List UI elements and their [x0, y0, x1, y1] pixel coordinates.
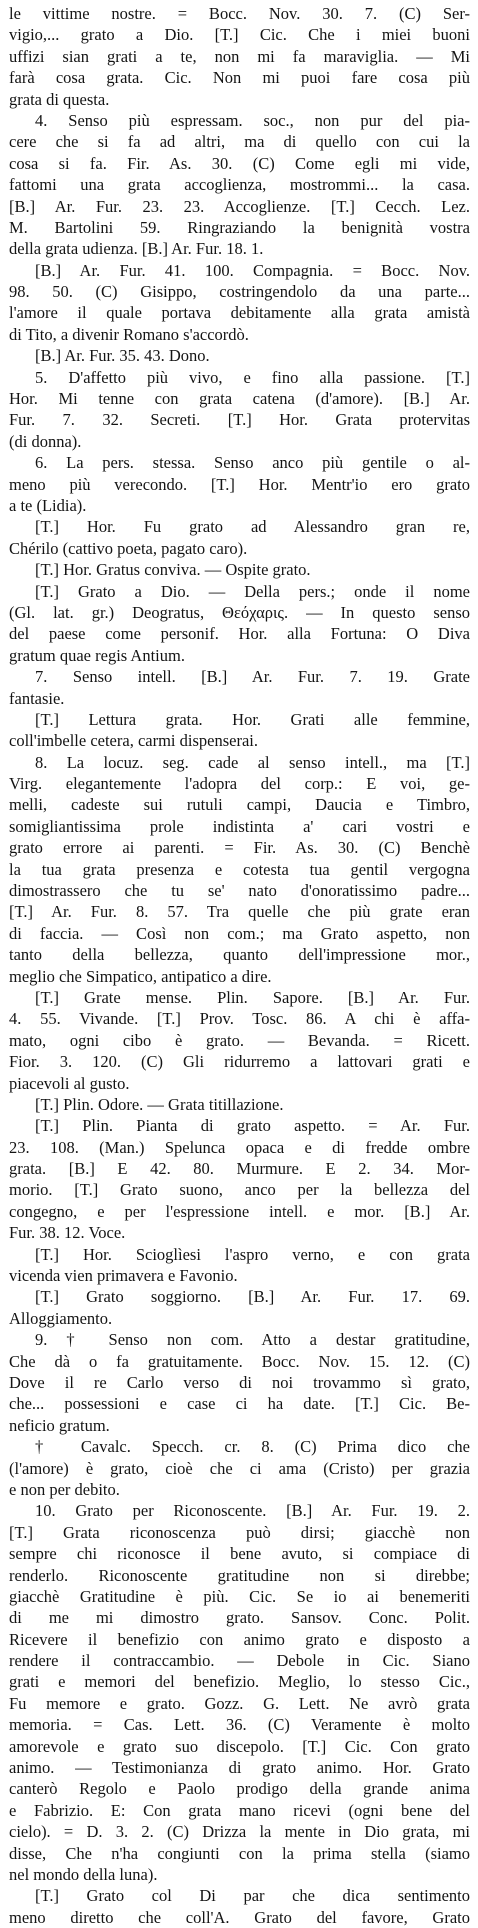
text-line: Che dà o fa gratuitamente. Bocc. Nov. 15. 12. (C) — [9, 1351, 470, 1371]
text-line: fantasie. — [9, 688, 65, 708]
text-line: [T.] Ar. Fur. 8. 57. Tra quelle che più grate eran — [9, 902, 470, 922]
text-line: grati e memori del benefizio. Meglio, lo stesso Cic., — [9, 1672, 470, 1692]
text-line: [T.] Hor. Fu grato ad Alessandro gran re, — [35, 517, 470, 537]
text-line: [T.] Grato col Di par che dica sentimento — [35, 1886, 470, 1906]
text-line: (di donna). — [9, 431, 82, 451]
text-line: [T.] Grata riconoscenza può dirsi; giacchè non — [9, 1522, 470, 1542]
text-line: 10. Grato per Riconoscente. [B.] Ar. Fur. 19. 2. — [35, 1501, 470, 1521]
text-line: mato, ogni cibo è grato. — Bevanda. = Ricett. — [9, 1030, 470, 1050]
text-line: tanto della bellezza, quanto dell'impressione mor., — [9, 945, 470, 965]
text-line: † Cavalc. Specch. cr. 8. (C) Prima dico che — [35, 1437, 470, 1457]
text-line: a te (Lidia). — [9, 495, 87, 515]
text-line: 98. 50. (C) Gisippo, costringendolo da una parte... — [9, 282, 470, 302]
text-line: Fior. 3. 120. (C) Gli ridurremo a lattovari grati e — [9, 1052, 470, 1072]
text-line: 6. La pers. stessa. Senso anco più gentile o al- — [35, 453, 470, 473]
text-line: canterò Regolo e Paolo prodigo della grande anima — [9, 1779, 470, 1799]
text-line: [B.] Ar. Fur. 41. 100. Compagnia. = Bocc. Nov. — [35, 260, 470, 280]
text-line: memoria. = Cas. Lett. 36. (C) Veramente è molto — [9, 1715, 470, 1735]
text-line: Dove il re Carlo verso di noi trovammo sì grato, — [9, 1373, 470, 1392]
text-line: Virg. elegantemente l'adopra del corp.: E voi, ge- — [9, 774, 470, 794]
text-line: piacevoli al gusto. — [9, 1073, 130, 1093]
text-line: cere che si fa ad altri, ma di quello con cui la — [9, 132, 470, 152]
text-line: che... possessioni e case ci ha date. [T.] Cic. Be- — [9, 1394, 470, 1414]
text-line: 4. Senso più espressam. soc., non pur del pia- — [35, 110, 470, 130]
text-line: [T.] Hor. Gratus conviva. — Ospite grato. — [35, 560, 311, 580]
text-line: Chérilo (cattivo poeta, pagato caro). — [9, 538, 248, 558]
text-line: renderlo. Riconoscente gratitudine non si direbbe; — [9, 1565, 470, 1585]
text-line: dimostrassero che tu se' nato d'onoratissimo padre... — [9, 881, 470, 901]
text-line: uffizi sian grati a te, non mi fa maraviglia. — Mi — [9, 46, 470, 66]
text-line: congegno, e per l'espressione intell. e mor. [B.] Ar. — [9, 1201, 470, 1221]
text-line: morio. [T.] Grato suono, anco per la bellezza del — [9, 1180, 470, 1200]
text-line: meno più verecondo. [T.] Hor. Mentr'io ero grato — [9, 474, 470, 494]
text-line: (Gl. lat. gr.) Deogratus, Θεόχαρις. — In questo senso — [9, 602, 470, 622]
text-line: 4. 55. Vivande. [T.] Prov. Tosc. 86. A chi è affa- — [9, 1009, 470, 1029]
text-line: le vittime nostre. = Bocc. Nov. 30. 7. (C) Ser- — [9, 4, 470, 23]
text-line: meno diretto che coll'A. Grato del favore, Grato — [9, 1907, 470, 1927]
text-line: rendere il contraccambio. — Debole in Cic. Siano — [9, 1651, 470, 1671]
text-line: gratum quae regis Antium. — [9, 645, 185, 665]
text-line: farà cosa grata. Cic. Non mi puoi fare cosa più — [9, 68, 470, 88]
text-line: 9. † Senso non com. Atto a destar gratitudine, — [35, 1330, 470, 1350]
text-line: grato errore ai parenti. = Fir. As. 30. (C) Benchè — [9, 838, 470, 858]
text-line: coll'imbelle cetera, carmi dispenserai. — [9, 731, 258, 751]
text-line: somigliantissima prole indistinta a' cari vostri e — [9, 816, 470, 836]
text-line: M. Bartolini 59. Ringraziando la benignità vostra — [9, 217, 470, 237]
text-line: vigio,... grato a Dio. [T.] Cic. Che i miei buoni — [9, 25, 470, 45]
text-line: Fu memore e grato. Gozz. G. Lett. Ne avrò grata — [9, 1693, 470, 1713]
text-line: della grata udienza. [B.] Ar. Fur. 18. 1. — [9, 239, 264, 259]
text-line: melli, cadeste sui rutuli campi, Daucia e Timbro, — [9, 795, 470, 815]
text-line: meglio che Simpatico, antipatico a dire. — [9, 966, 272, 986]
text-line: [B.] Ar. Fur. 23. 23. Accoglienze. [T.] Cecch. Lez. — [9, 196, 470, 216]
text-line: l'amore il quale portava debitamente alla grata amistà — [9, 303, 470, 323]
text-line: di faccia. — Così non com.; ma Grato aspetto, non — [9, 923, 470, 943]
text-line: Fur. 7. 32. Secreti. [T.] Hor. Grata protervitas — [9, 410, 470, 430]
text-line: 8. La locuz. seg. cade al senso intell., ma [T.] — [35, 752, 470, 772]
text-line: cosa si fa. Fir. As. 30. (C) Come egli mi vide, — [9, 153, 470, 173]
text-line: Hor. Mi tenne con grata catena (d'amore). [B.] Ar. — [9, 389, 470, 409]
text-line: [T.] Grate mense. Plin. Sapore. [B.] Ar. Fur. — [35, 987, 470, 1007]
text-line: [B.] Ar. Fur. 35. 43. Dono. — [35, 346, 210, 366]
text-line: di me mi dimostro grato. Sansov. Conc. Polit. — [9, 1608, 470, 1628]
text-line: di Tito, a divenir Romano s'accordò. — [9, 324, 249, 344]
text-line: [T.] Hor. Scioglìesi l'aspro verno, e con grata — [35, 1244, 470, 1264]
text-line: 7. Senso intell. [B.] Ar. Fur. 7. 19. Grate — [35, 667, 470, 687]
text-line: [T.] Grato a Dio. — Della pers.; onde il nome — [35, 581, 470, 601]
text-line: grata. [B.] E 42. 80. Murmure. E 2. 34. Mor- — [9, 1159, 470, 1179]
text-line: 23. 108. (Man.) Spelunca opaca e di fredde ombre — [9, 1137, 470, 1157]
text-line: Ricevere il benefizio con animo grato e disposto a — [9, 1629, 470, 1649]
text-line: Alloggiamento. — [9, 1308, 113, 1328]
text-line: sempre chi riconosce il bene avuto, si compiace di — [9, 1544, 470, 1564]
text-line: (l'amore) è grato, cioè che ci ama (Cristo) per grazia — [9, 1458, 470, 1478]
text-line: amorevole e grato suo discepolo. [T.] Cic. Con grato — [9, 1736, 470, 1756]
text-line: disse, Che n'ha congiunti con la prima stella (siamo — [9, 1843, 470, 1863]
text-line: fattomi una grata accoglienza, mostrommi... la casa. — [9, 175, 470, 195]
text-line: [T.] Plin. Pianta di grato aspetto. = Ar. Fur. — [35, 1116, 470, 1136]
text-line: Fur. 38. 12. Voce. — [9, 1223, 126, 1243]
text-line: del paese come personif. Hor. alla Fortuna: O Diva — [9, 624, 470, 644]
text-line: animo. — Testimonianza di grato animo. Hor. Grato — [9, 1758, 470, 1778]
text-line: giacchè Gratitudine è più. Cic. Se io ai benemeriti — [9, 1586, 470, 1606]
text-line: [T.] Lettura grata. Hor. Grati alle femmine, — [35, 709, 470, 729]
text-line: e non per debito. — [9, 1479, 120, 1499]
text-line: nel mondo della luna). — [9, 1864, 158, 1884]
text-line: neficio gratum. — [9, 1415, 110, 1435]
text-line: [T.] Grato soggiorno. [B.] Ar. Fur. 17. 69. — [35, 1287, 470, 1307]
text-line: 5. D'affetto più vivo, e fino alla passione. [T.] — [35, 367, 470, 387]
text-line: grata di questa. — [9, 89, 110, 109]
text-line: e Fabrizio. E: Con grata mano ricevi (ogni bene del — [9, 1800, 470, 1820]
text-line: vicenda vien primavera e Favonio. — [9, 1266, 238, 1286]
text-line: la tua grata presenza e cotesta tua gentil vergogna — [9, 859, 470, 879]
text-line: cielo). = D. 3. 2. (C) Drizza la mente in Dio grata, mi — [9, 1822, 470, 1842]
text-line: [T.] Plin. Odore. — Grata titillazione. — [35, 1094, 284, 1114]
